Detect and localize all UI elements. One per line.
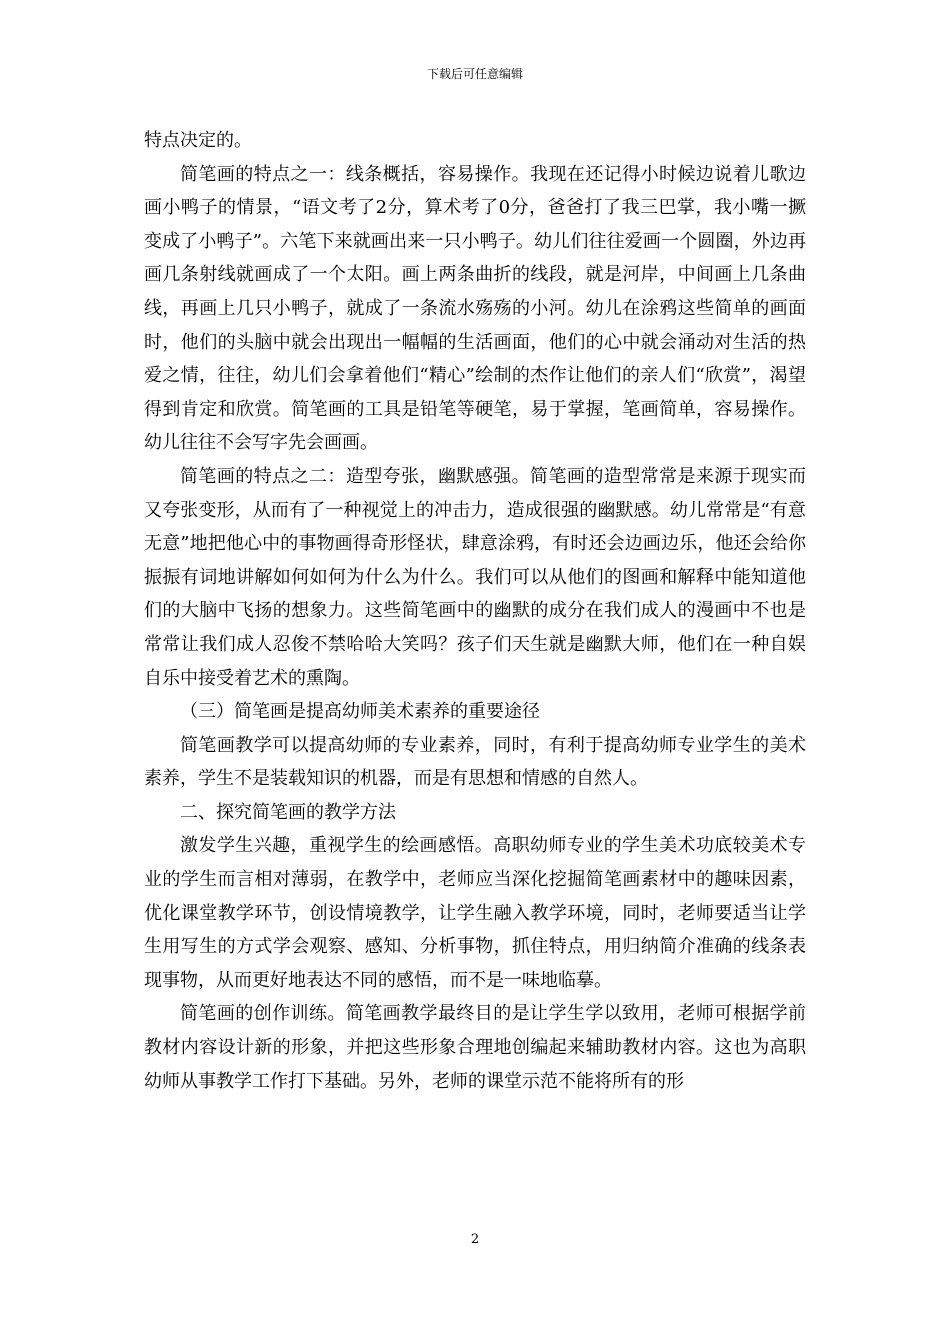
paragraph: 简笔画的创作训练。简笔画教学最终目的是让学生学以致用，老师可根据学前教材内容设计新的形象，并把这些形象合理地创编起来辅助教材内容。这也为高职幼师从事教学工作打下基础。另外，老师的课堂示范不能将所有的形 [144, 1003, 806, 1092]
section-heading: （三）简笔画是提高幼师美术素养的重要途径 [180, 701, 540, 723]
paragraph: 激发学生兴趣，重视学生的绘画感悟。高职幼师专业的学生美术功底较美术专业的学生而言相对薄弱，在教学中，老师应当深化挖掘简笔画素材中的趣味因素，优化课堂教学环节，创设情境教学，让学生融入教学环境，同时，老师要适当让学生用写生的方式学会观察、感知、分析事物，抓住特点，用归纳简介准确的线条表现事物，从而更好地表达不同的感悟，而不是一味地临摹。 [144, 835, 806, 991]
paragraph: 简笔画教学可以提高幼师的专业素养，同时，有利于提高幼师专业学生的美术素养，学生不是装载知识的机器，而是有思想和情感的自然人。 [144, 734, 806, 790]
page-number: 2 [470, 1232, 480, 1247]
page-header: 下载后可任意编辑 [426, 67, 523, 81]
document-body [144, 124, 806, 1098]
paragraph: 简笔画的特点之一：线条概括，容易操作。我现在还记得小时候边说着儿歌边画小鸭子的情景，“语文考了2分，算术考了0分，爸爸打了我三巴掌，我小嘴一撅变成了小鸭子”。六笔下来就画出来一只小鸭子。幼儿们往往爱画一个圆圈，外边再画几条射线就画成了一个太阳。画上两条曲折的线段，就是河岸，中间画上几条曲线，再画上几只小鸭子，就成了一条流水殇殇的小河。幼儿在涂鸦这些简单的画面时，他们的头脑中就会出现出一幅幅的生活画面，他们的心中就会涌动对生活的热爱之情，往往，幼儿们会拿着他们“精心”绘制的杰作让他们的亲人们“欣赏”，渴望得到肯定和欣赏。简笔画的工具是铅笔等硬笔，易于掌握，笔画简单，容易操作。幼儿往往不会写字先会画画。 [144, 163, 806, 454]
section-heading: 二、探究简笔画的教学方法 [180, 801, 396, 823]
paragraph: 特点决定的。 [144, 130, 252, 151]
paragraph: 简笔画的特点之二：造型夸张，幽默感强。简笔画的造型常常是来源于现实而又夸张变形，从而有了一种视觉上的冲击力，造成很强的幽默感。幼儿常常是“有意无意”地把他心中的事物画得奇形怪状，肆意涂鸦，有时还会边画边乐，他还会给你振振有词地讲解如何如何为什么为什么。我们可以从他们的图画和解释中能知道他们的大脑中飞扬的想象力。这些简笔画中的幽默的成分在我们成人的漫画中不也是常常让我们成人忍俊不禁哈哈大笑吗？孩子们天生就是幽默大师，他们在一种自娱自乐中接受着艺术的熏陶。 [144, 465, 806, 689]
